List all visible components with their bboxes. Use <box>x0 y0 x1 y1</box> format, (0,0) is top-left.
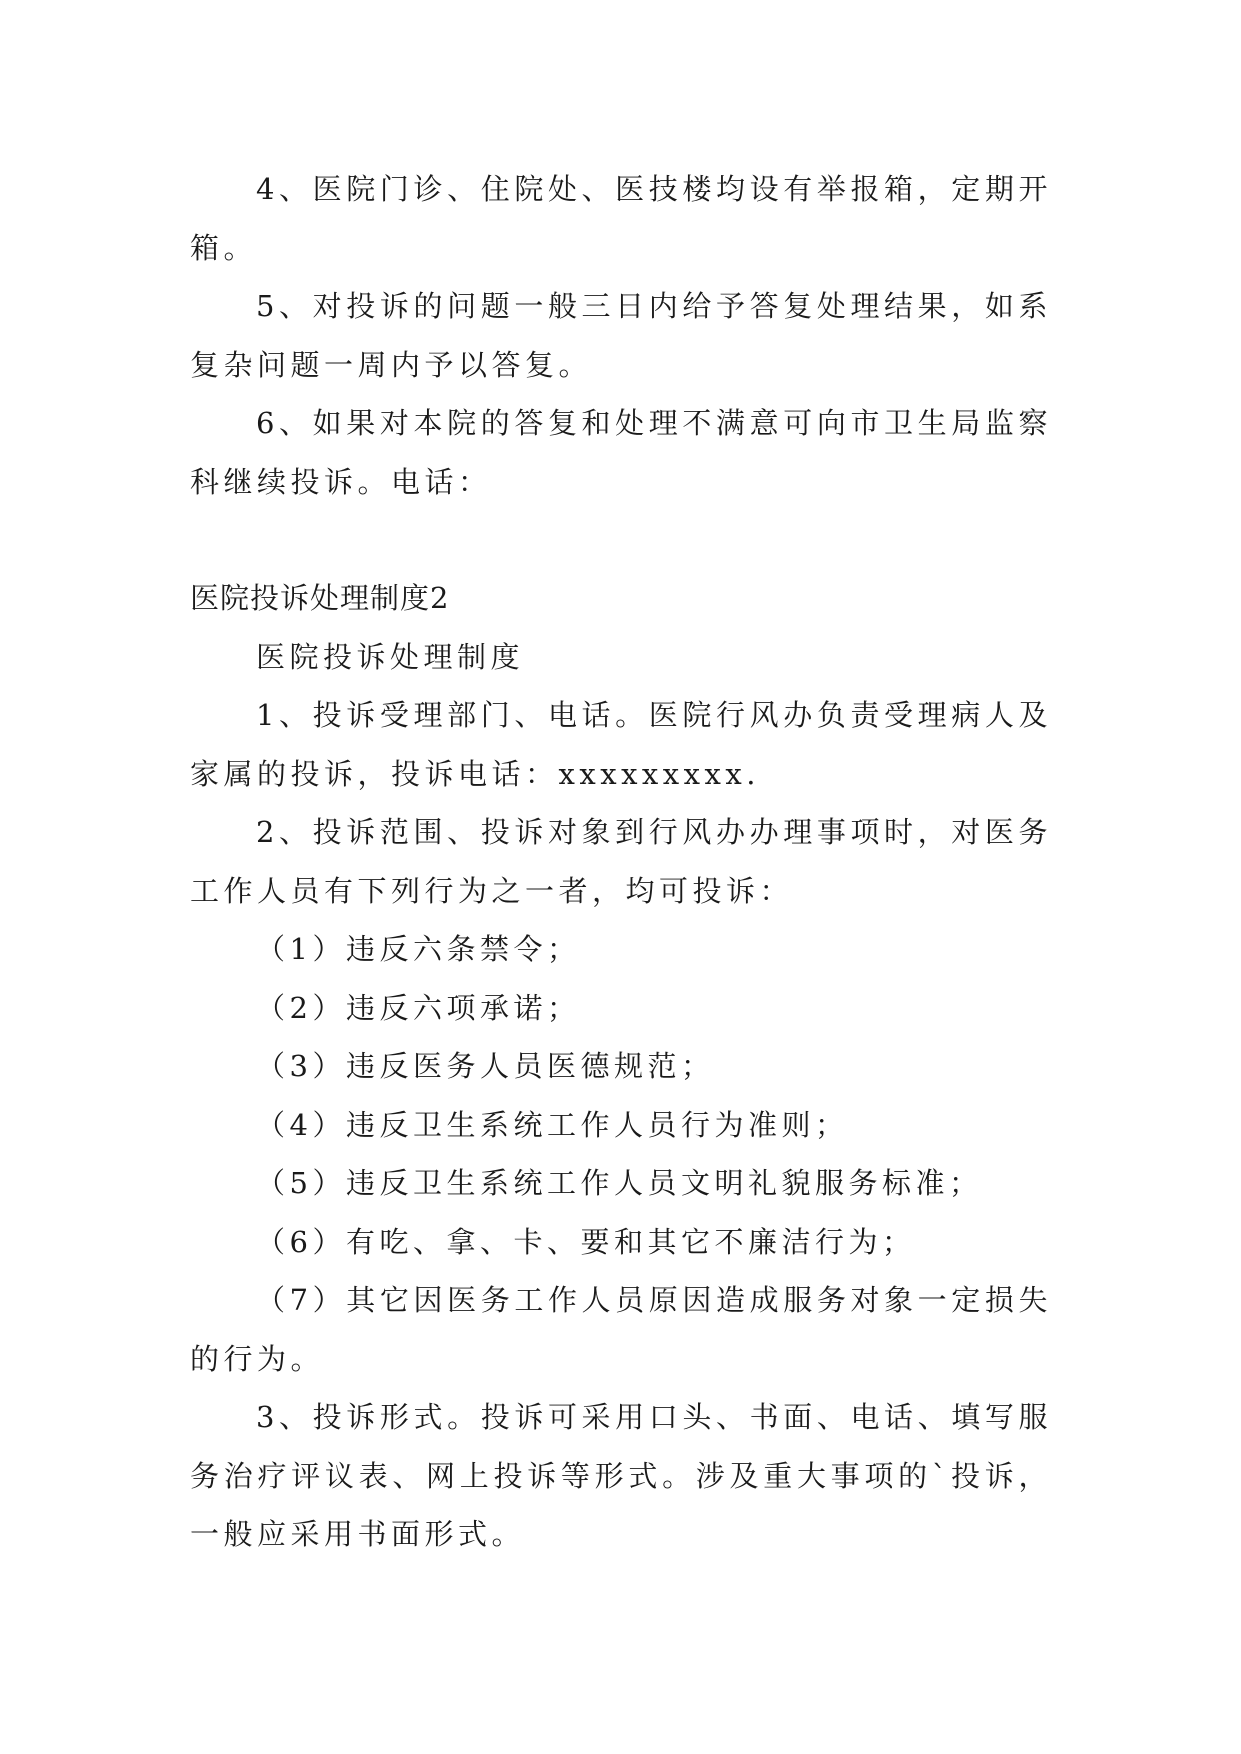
section-heading: 医院投诉处理制度2 <box>190 581 450 615</box>
section-gap <box>190 511 1052 569</box>
paragraph-item-2: 2、投诉范围、投诉对象到行风办办理事项时，对医务工作人员有下列行为之一者，均可投诉： <box>190 815 1052 908</box>
document-body <box>190 160 1052 1564</box>
paragraph-item-5: 5、对投诉的问题一般三日内给予答复处理结果，如系复杂问题一周内予以答复。 <box>190 289 1052 382</box>
paragraph-item-1: 1、投诉受理部门、电话。医院行风办负责受理病人及家属的投诉，投诉电话：xxxxxxxxx. <box>190 698 1052 791</box>
document-subtitle: 医院投诉处理制度 <box>256 639 525 674</box>
sub-item-2: （2）违反六项承诺； <box>256 990 581 1025</box>
sub-item-1: （1）违反六条禁令； <box>256 932 581 966</box>
sub-item-3: （3）违反医务人员医德规范； <box>256 1049 715 1083</box>
paragraph-item-4: 4、医院门诊、住院处、医技楼均设有举报箱，定期开箱。 <box>190 172 1052 265</box>
paragraph-item-3: 3、投诉形式。投诉可采用口头、书面、电话、填写服务治疗评议表、网上投诉等形式。涉及重大事项的`投诉，一般应采用书面形式。 <box>190 1400 1052 1551</box>
paragraph-item-6: 6、如果对本院的答复和处理不满意可向市卫生局监察科继续投诉。电话： <box>190 406 1052 499</box>
sub-item-7: （7）其它因医务工作人员原因造成服务对象一定损失的行为。 <box>190 1283 1052 1376</box>
sub-item-4: （4）违反卫生系统工作人员行为准则； <box>256 1107 849 1142</box>
sub-item-6: （6）有吃、拿、卡、要和其它不廉洁行为； <box>256 1224 916 1259</box>
sub-item-5: （5）违反卫生系统工作人员文明礼貌服务标准； <box>256 1166 983 1200</box>
